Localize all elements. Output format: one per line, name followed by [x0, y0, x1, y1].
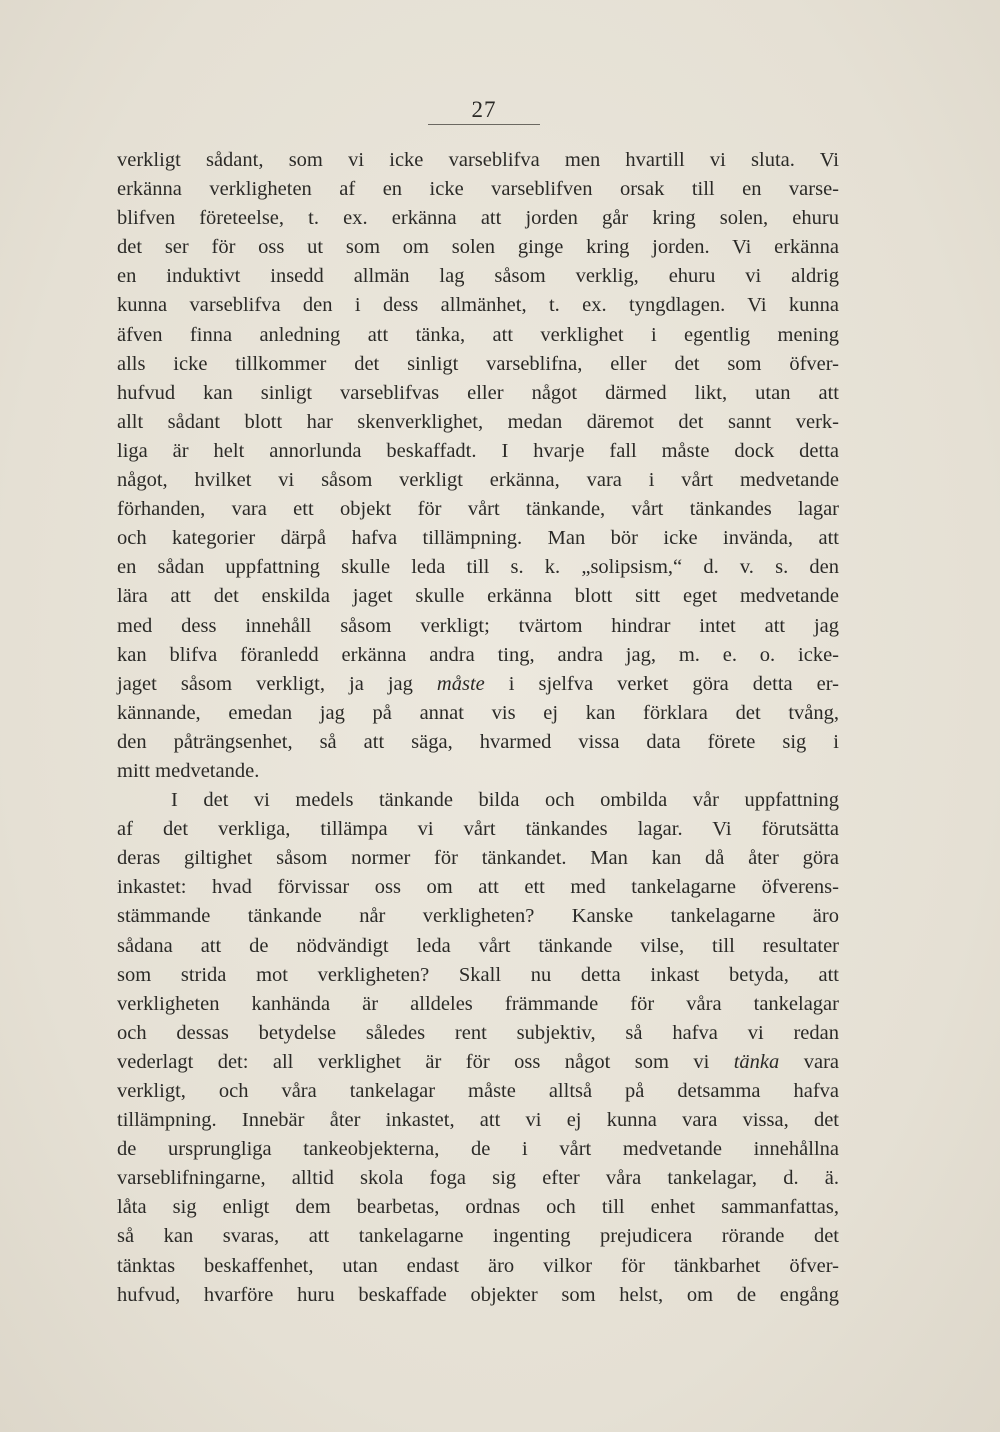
- text-line: stämmande tänkande når verkligheten? Kanske tankelagarne äro: [117, 905, 839, 928]
- text-line: tänktas beskaffenhet, utan endast äro vilkor för tänkbarhet öfver-: [117, 1254, 839, 1277]
- text-line: med dess innehåll såsom verkligt; tvärtom hindrar intet att jag: [117, 614, 839, 637]
- text-line: liga är helt annorlunda beskaffadt. I hvarje fall måste dock detta: [117, 439, 839, 462]
- text-line: mitt medvetande.: [117, 759, 260, 782]
- text-line: och kategorier därpå hafva tillämpning. Man bör icke invända, att: [117, 527, 839, 550]
- text-line: låta sig enligt dem bearbetas, ordnas och till enhet sammanfattas,: [117, 1196, 839, 1219]
- text-line: de ursprungliga tankeobjekterna, de i vårt medvetande innehållna: [117, 1138, 839, 1161]
- page-number-rule: [428, 124, 540, 125]
- text-line: kännande, emedan jag på annat vis ej kan förklara det tvång,: [117, 701, 839, 724]
- text-line: förhanden, vara ett objekt för vårt tänkande, vårt tänkandes lagar: [117, 498, 839, 521]
- text-line: en induktivt insedd allmän lag såsom verklig, ehuru vi aldrig: [117, 265, 839, 288]
- text-line: inkastet: hvad förvissar oss om att ett med tankelagarne öfverens-: [117, 876, 839, 899]
- text-line: verkligt sådant, som vi icke varseblifva men hvartill vi sluta. Vi: [117, 149, 839, 171]
- text-line: verkligheten kanhända är alldeles främmande för våra tankelagar: [117, 992, 839, 1015]
- text-line: alls icke tillkommer det sinligt varseblifna, eller det som öfver-: [117, 352, 839, 375]
- text-line: [117, 1048, 839, 1077]
- text-line: så kan svaras, att tankelagarne ingenting prejudicera rörande det: [117, 1225, 839, 1248]
- text-line: tillämpning. Innebär åter inkastet, att vi ej kunna vara vissa, det: [117, 1109, 839, 1132]
- text-line: verkligt, och våra tankelagar måste alltså på detsamma hafva: [117, 1080, 839, 1102]
- emphasized-word: måste: [436, 672, 485, 695]
- text-line: och dessas betydelse således rent subjektiv, så hafva vi redan: [117, 1021, 839, 1044]
- text-segment: jaget såsom verkligt, ja jag: [117, 672, 437, 695]
- emphasized-word: tänka: [733, 1050, 780, 1073]
- text-line: sådana att de nödvändigt leda vårt tänkande vilse, till resultater: [117, 934, 839, 957]
- text-line: lära att det enskilda jaget skulle erkänna blott sitt eget medvetande: [117, 585, 839, 608]
- text-line: I det vi medels tänkande bilda och ombilda vår uppfattning: [171, 789, 839, 812]
- text-line: äfven finna anledning att tänka, att verklighet i egentlig mening: [117, 323, 839, 346]
- text-line: hufvud kan sinligt varseblifvas eller något därmed likt, utan att: [117, 381, 839, 404]
- text-line: det ser för oss ut som om solen ginge kring jorden. Vi erkänna: [117, 236, 839, 259]
- text-line: [117, 670, 839, 699]
- text-line: hufvud, hvarföre huru beskaffade objekter som helst, om de engång: [117, 1283, 839, 1306]
- text-segment: i sjelfva verket göra detta er-: [484, 672, 839, 695]
- text-segment: vederlagt det: all verklighet är för oss något som vi: [117, 1050, 734, 1073]
- text-line: allt sådant blott har skenverklighet, medan däremot det sannt verk-: [117, 410, 839, 433]
- text-segment: vara: [779, 1050, 839, 1073]
- text-line: blifven företeelse, t. ex. erkänna att jorden går kring solen, ehuru: [117, 207, 839, 230]
- text-line: af det verkliga, tillämpa vi vårt tänkandes lagar. Vi förutsätta: [117, 818, 839, 841]
- text-line: erkänna verkligheten af en icke varseblifven orsak till en varse-: [117, 178, 839, 201]
- text-line: den påträngsenhet, så att säga, hvarmed vissa data förete sig i: [117, 730, 839, 753]
- body-text: [117, 146, 839, 1310]
- page-number: 27: [471, 97, 497, 122]
- text-line: kunna varseblifva den i dess allmänhet, t. ex. tyngdlagen. Vi kunna: [117, 294, 839, 317]
- text-line: något, hvilket vi såsom verkligt erkänna, vara i vårt medvetande: [117, 469, 839, 492]
- text-line: som strida mot verkligheten? Skall nu detta inkast betyda, att: [117, 963, 839, 986]
- text-line: varseblifningarne, alltid skola foga sig efter våra tankelagar, d. ä.: [117, 1167, 839, 1190]
- text-line: en sådan uppfattning skulle leda till s. k. „solipsism,“ d. v. s. den: [117, 556, 839, 579]
- text-line: deras giltighet såsom normer för tänkandet. Man kan då åter göra: [117, 847, 839, 870]
- text-line: kan blifva föranledd erkänna andra ting, andra jag, m. e. o. icke-: [117, 643, 839, 666]
